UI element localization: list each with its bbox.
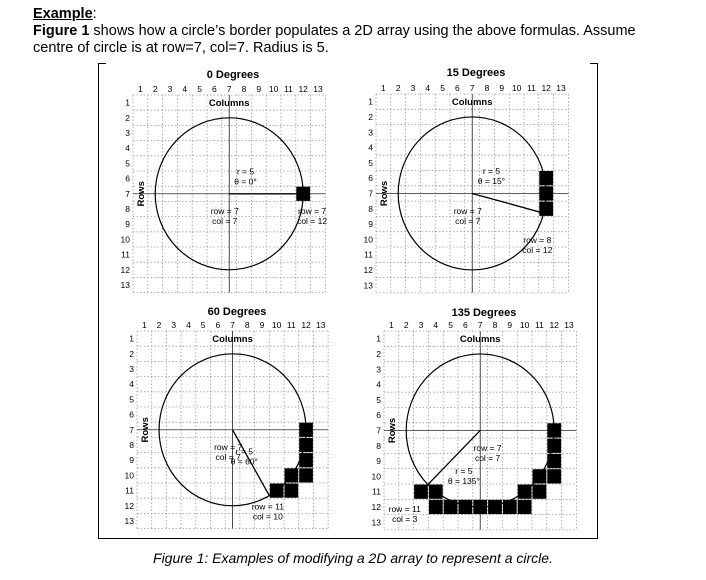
columns-axis-label: Columns (212, 334, 253, 346)
column-tick-label: 1 (389, 320, 394, 330)
column-tick-label: 4 (186, 320, 191, 330)
filled-cell (429, 485, 443, 499)
row-tick-label: 4 (129, 379, 134, 390)
annotation-text: row = 7 (453, 205, 482, 216)
column-tick-label: 7 (230, 320, 235, 330)
row-tick-label: 9 (129, 455, 134, 466)
annotation-text: θ = 15° (477, 176, 506, 187)
annotation-text: row = 8 (523, 235, 552, 245)
filled-cell (429, 500, 443, 514)
column-tick-label: 1 (141, 320, 147, 330)
columns-axis-label: Columns (451, 97, 493, 109)
row-tick-label: 11 (121, 249, 130, 260)
row-tick-label: 11 (372, 486, 381, 497)
filled-cell (473, 500, 487, 514)
filled-cell (539, 202, 553, 216)
filled-cell (547, 454, 561, 468)
filled-cell (299, 468, 313, 482)
row-tick-label: 7 (125, 188, 130, 199)
filled-cell (533, 469, 547, 483)
column-tick-label: 4 (182, 84, 188, 94)
column-tick-label: 7 (477, 320, 483, 330)
filled-cell (444, 500, 458, 514)
annotation-text: row = 7 (214, 442, 243, 453)
annotation-text: θ = 135° (447, 475, 480, 486)
row-tick-label: 6 (129, 409, 134, 420)
intro-text (33, 6, 693, 57)
rows-axis-label: Rows (140, 417, 152, 443)
annotation-text: col = 12 (297, 216, 328, 227)
row-tick-label: 13 (371, 517, 381, 528)
row-tick-label: 12 (120, 264, 130, 275)
column-tick-label: 6 (463, 320, 468, 330)
row-tick-label: 3 (125, 128, 130, 138)
column-tick-label: 13 (313, 84, 323, 94)
intro-description: shows how a circle’s border populates a 2D array using the above formulas. Assume (89, 23, 636, 39)
annotation-text: r = 5 (236, 166, 255, 177)
filled-cell (285, 468, 299, 482)
row-tick-label: 1 (129, 333, 134, 344)
column-tick-label: 2 (403, 320, 409, 330)
column-tick-label: 10 (519, 320, 530, 330)
annotation-text: row = 7 (298, 206, 327, 217)
column-tick-label: 12 (301, 320, 311, 330)
row-tick-label: 2 (376, 348, 381, 359)
column-tick-label: 12 (549, 320, 559, 330)
annotation-text: row = 11 (388, 504, 421, 515)
annotation-text: r = 5 (235, 446, 253, 457)
column-tick-label: 5 (448, 320, 453, 330)
row-tick-label: 11 (364, 249, 373, 260)
column-tick-label: 10 (511, 83, 522, 93)
figure-caption: Figure 1: Examples of modifying a 2D array to represent a circle. (153, 550, 553, 566)
column-tick-label: 11 (534, 320, 544, 330)
filled-cell (518, 485, 532, 499)
annotation-text: col = 12 (522, 245, 553, 255)
row-tick-label: 7 (368, 188, 373, 199)
row-tick-label: 1 (368, 96, 373, 107)
column-tick-label: 12 (541, 83, 551, 93)
filled-cell (299, 453, 313, 467)
column-tick-label: 3 (171, 320, 177, 330)
row-tick-label: 13 (124, 516, 134, 526)
row-tick-label: 8 (376, 440, 381, 451)
row-tick-label: 5 (125, 158, 130, 169)
column-tick-label: 6 (455, 83, 460, 93)
column-tick-label: 5 (440, 83, 445, 93)
column-tick-label: 3 (418, 320, 424, 330)
filled-cell (488, 500, 502, 514)
filled-cell (285, 484, 299, 498)
column-tick-label: 13 (564, 320, 574, 330)
row-tick-label: 1 (376, 333, 381, 344)
column-tick-label: 7 (469, 83, 475, 93)
row-tick-label: 5 (368, 157, 373, 168)
row-tick-label: 12 (124, 500, 134, 511)
rows-axis-label: Rows (136, 181, 148, 207)
row-tick-label: 8 (125, 204, 130, 214)
column-tick-label: 9 (507, 320, 513, 330)
filled-cell (539, 186, 553, 200)
filled-cell (518, 500, 532, 514)
intro-line-2 (33, 23, 693, 40)
annotation-text: row = 7 (473, 442, 502, 453)
column-tick-label: 12 (298, 84, 308, 94)
panel-title-15: 15 Degrees (446, 67, 506, 79)
column-tick-label: 9 (259, 320, 265, 330)
column-tick-label: 3 (410, 83, 416, 93)
column-tick-label: 8 (492, 320, 498, 330)
column-tick-label: 8 (244, 320, 250, 330)
filled-cell (547, 423, 561, 437)
filled-cell (299, 423, 313, 437)
circle-grid-15-degrees (350, 68, 594, 319)
column-tick-label: 11 (286, 320, 296, 330)
intro-assumption: centre of circle is at row=7, col=7. Radius is 5. (33, 40, 329, 56)
rows-axis-label: Rows (387, 417, 399, 444)
filled-cell (539, 171, 553, 185)
filled-cell (414, 485, 428, 499)
filled-cell (503, 500, 517, 514)
column-tick-label: 2 (156, 320, 162, 330)
column-tick-label: 2 (152, 84, 158, 94)
row-tick-label: 10 (363, 234, 373, 245)
column-tick-label: 4 (433, 320, 439, 330)
column-tick-label: 8 (241, 84, 247, 94)
column-tick-label: 5 (197, 84, 202, 94)
column-tick-label: 8 (484, 83, 490, 93)
column-tick-label: 1 (381, 83, 386, 93)
row-tick-label: 4 (368, 142, 373, 153)
column-tick-label: 6 (212, 84, 217, 94)
column-tick-label: 10 (271, 320, 282, 330)
intro-line-1 (33, 6, 693, 23)
annotation-text: col = 7 (455, 215, 481, 226)
row-tick-label: 4 (376, 379, 381, 390)
row-tick-label: 6 (368, 173, 373, 184)
heading-colon: : (92, 6, 97, 22)
row-tick-label: 10 (120, 234, 130, 245)
row-tick-label: 3 (368, 127, 373, 138)
row-tick-label: 3 (376, 364, 381, 375)
annotation-text: col = 3 (392, 514, 418, 525)
panel-title-0: 0 Degrees (206, 69, 260, 81)
circle-grid-135-degrees (358, 305, 602, 556)
rows-axis-label: Rows (379, 180, 391, 207)
row-tick-label: 13 (120, 280, 130, 290)
panel-title-135: 135 Degrees (451, 307, 517, 319)
column-tick-label: 9 (499, 83, 505, 93)
column-tick-label: 10 (268, 84, 279, 94)
row-tick-label: 6 (376, 410, 381, 421)
column-tick-label: 11 (526, 83, 536, 93)
circle-grid-0-degrees (107, 69, 351, 319)
annotation-text: θ = 0° (234, 176, 257, 187)
column-tick-label: 13 (316, 320, 326, 330)
example-heading: Example (33, 6, 93, 22)
annotation-text: r = 5 (482, 166, 501, 177)
filled-cell (533, 485, 547, 499)
filled-cell (270, 484, 284, 498)
column-tick-label: 4 (425, 83, 431, 93)
row-tick-label: 2 (129, 348, 134, 359)
panel-title-60: 60 Degrees (207, 306, 267, 318)
column-tick-label: 3 (167, 84, 173, 94)
annotation-text: row = 11 (251, 501, 284, 512)
filled-cell (547, 439, 561, 453)
row-tick-label: 1 (125, 97, 130, 108)
row-tick-label: 2 (125, 112, 130, 123)
figure-reference: Figure 1 (33, 23, 90, 39)
annotation-text: col = 10 (252, 511, 283, 522)
column-tick-label: 13 (556, 83, 566, 93)
row-tick-label: 2 (368, 111, 373, 122)
annotation-text: col = 7 (212, 216, 238, 227)
columns-axis-label: Columns (208, 98, 250, 110)
frame-top-left (98, 63, 106, 64)
annotation-text: θ = 60° (230, 456, 258, 467)
columns-axis-label: Columns (459, 334, 501, 346)
row-tick-label: 3 (129, 364, 134, 374)
row-tick-label: 5 (129, 394, 134, 405)
frame-left (98, 63, 99, 539)
row-tick-label: 11 (125, 485, 134, 496)
filled-cell (459, 500, 473, 514)
row-tick-label: 8 (368, 203, 373, 214)
circle-grid-60-degrees (111, 305, 354, 555)
row-tick-label: 7 (129, 424, 134, 435)
annotation-text: row = 7 (210, 206, 239, 217)
column-tick-label: 2 (395, 83, 401, 93)
row-tick-label: 8 (129, 440, 134, 450)
row-tick-label: 7 (376, 425, 381, 436)
row-tick-label: 12 (363, 264, 373, 275)
row-tick-label: 4 (125, 143, 130, 154)
row-tick-label: 6 (125, 173, 130, 184)
row-tick-label: 13 (363, 280, 373, 291)
column-tick-label: 9 (256, 84, 262, 94)
filled-cell (547, 469, 561, 483)
annotation-text: r = 5 (455, 465, 473, 476)
filled-cell (299, 438, 313, 452)
column-tick-label: 7 (226, 84, 232, 94)
row-tick-label: 5 (376, 394, 381, 405)
row-tick-label: 9 (368, 219, 373, 230)
row-tick-label: 12 (371, 501, 381, 512)
annotation-text: col = 7 (215, 452, 241, 463)
column-tick-label: 1 (138, 84, 143, 94)
row-tick-label: 9 (376, 456, 381, 467)
annotation-text: col = 7 (474, 452, 501, 463)
radius-line (472, 193, 543, 213)
column-tick-label: 6 (215, 320, 221, 330)
row-tick-label: 10 (124, 470, 134, 481)
row-tick-label: 9 (125, 219, 130, 230)
column-tick-label: 5 (200, 320, 206, 330)
column-tick-label: 11 (283, 84, 293, 94)
row-tick-label: 10 (371, 471, 381, 482)
